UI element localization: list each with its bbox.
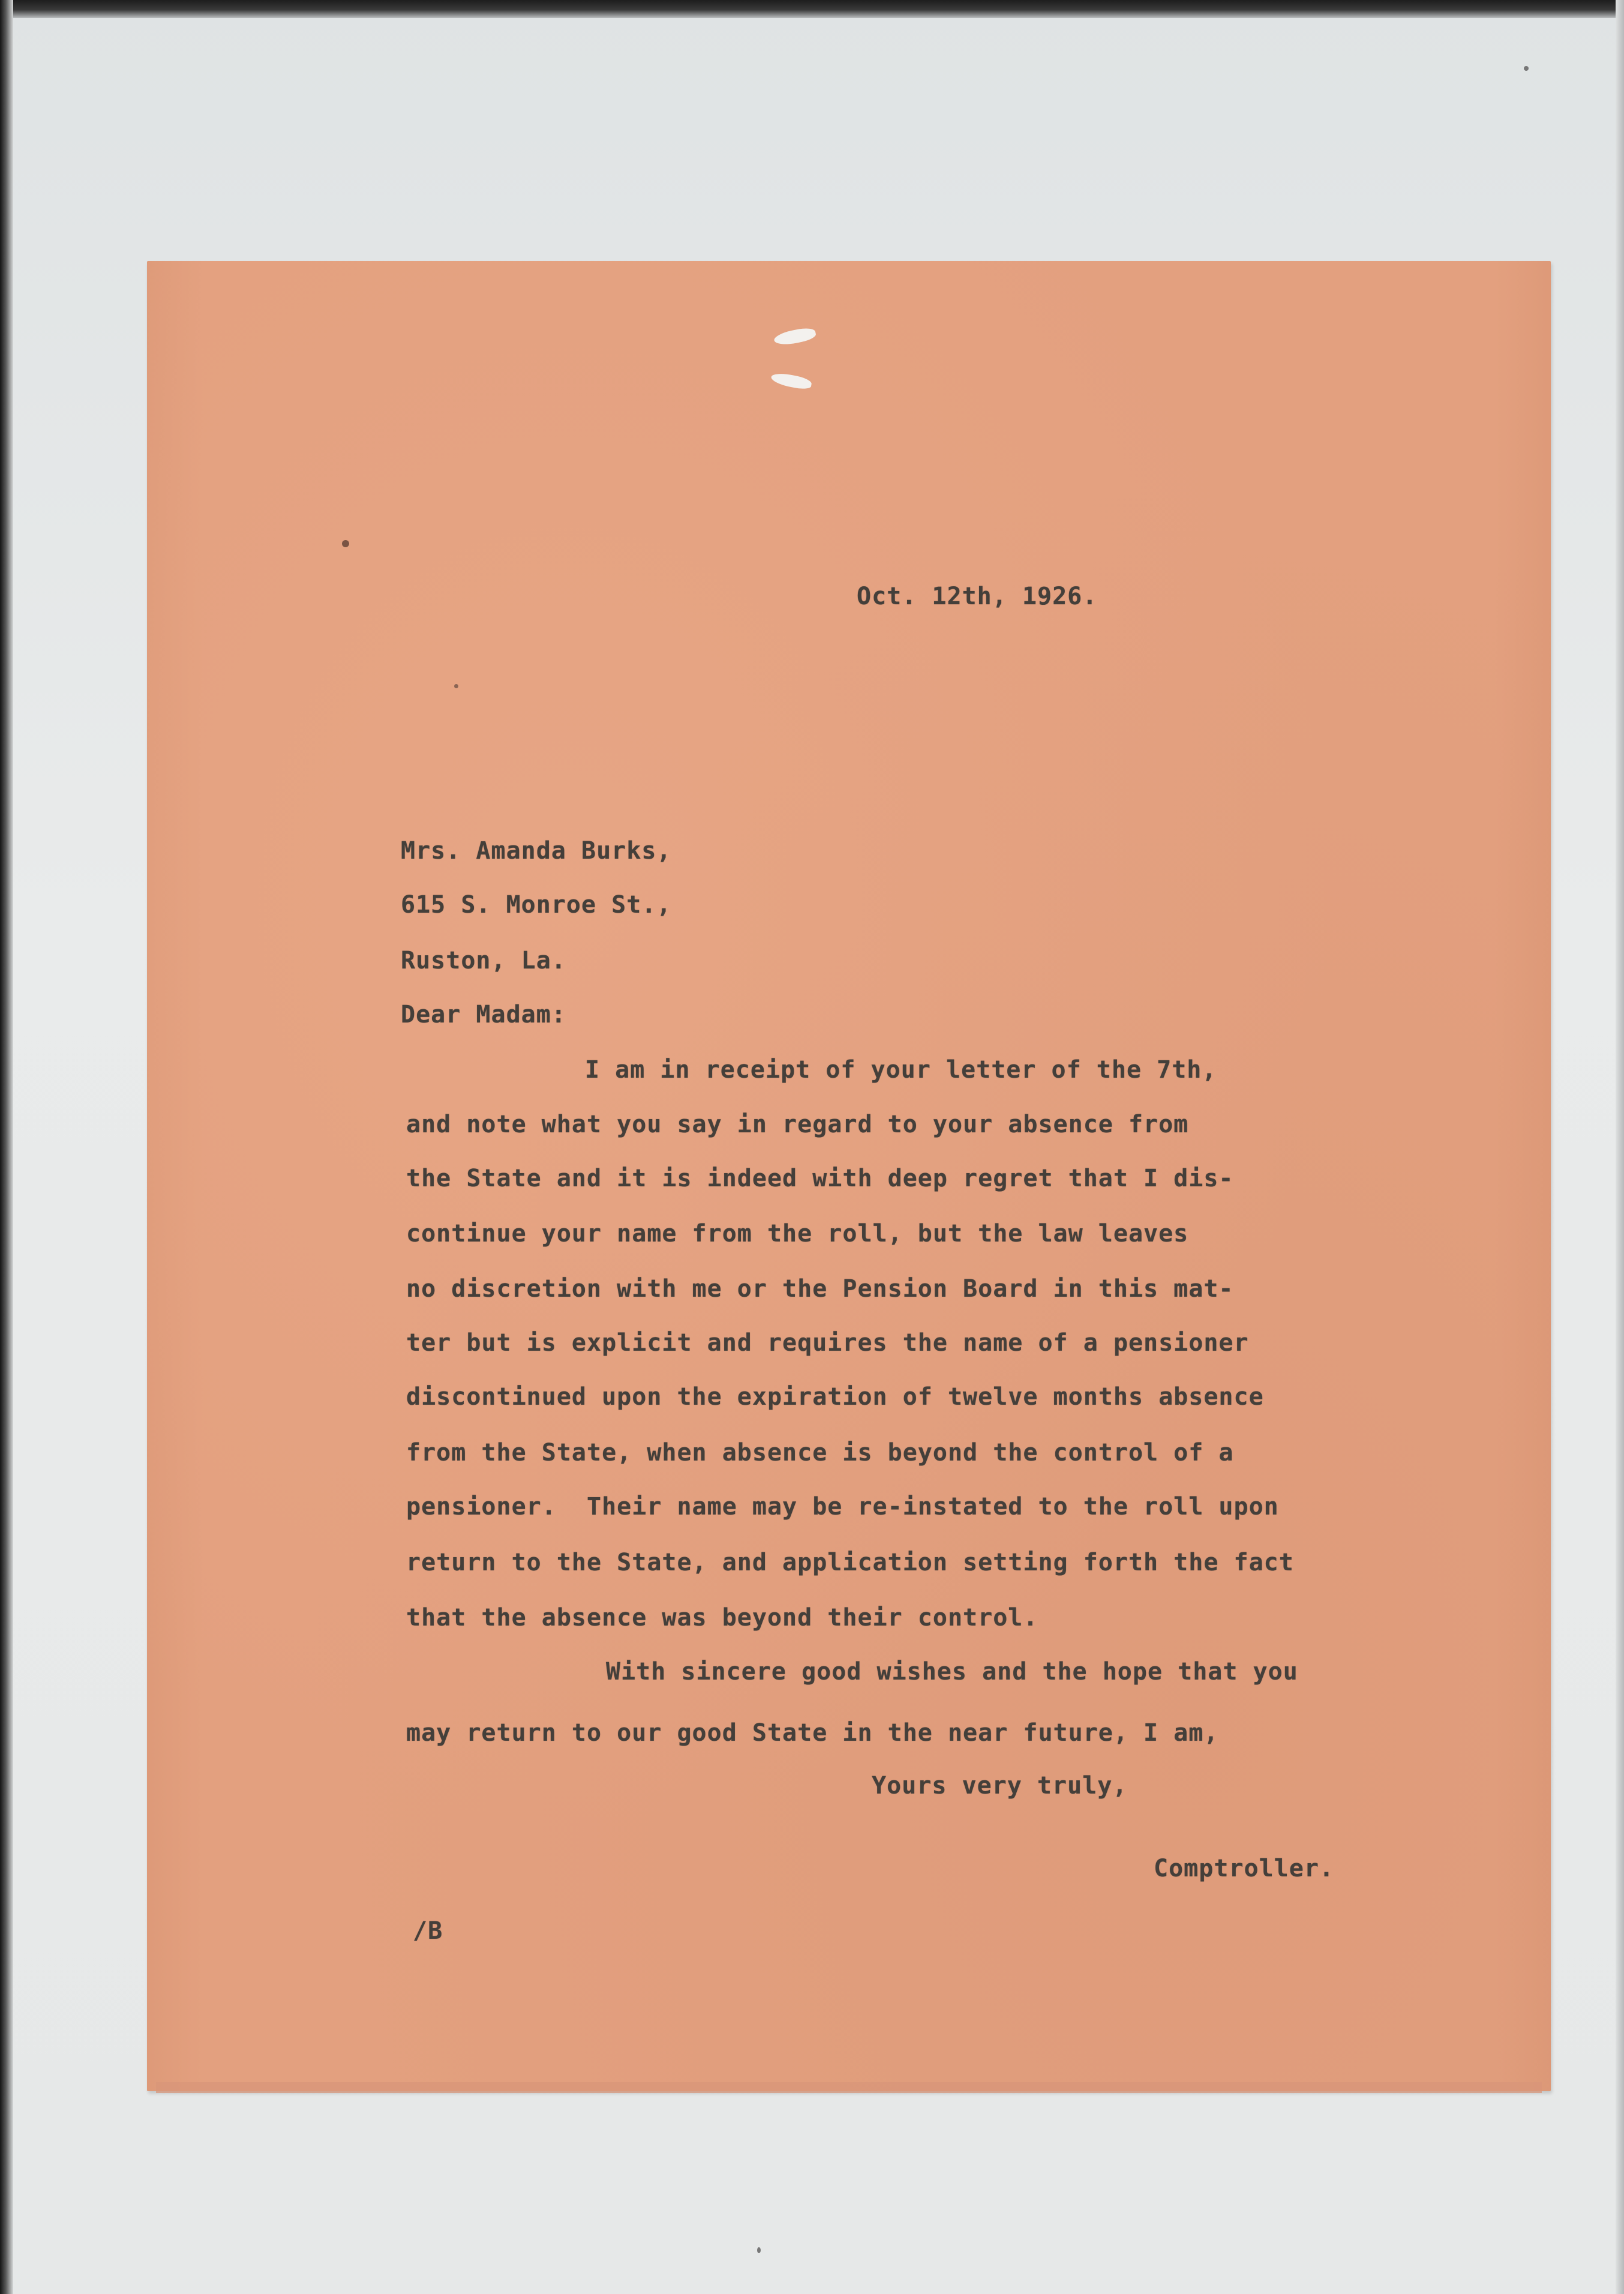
body-line: from the State, when absence is beyond the control of a — [406, 1439, 1234, 1467]
body-line: no discretion with me or the Pension Board in this mat- — [406, 1275, 1234, 1303]
scanner-right-edge — [1616, 0, 1624, 2294]
body-line: may return to our good State in the near future, I am, — [406, 1719, 1219, 1747]
reference-initials: /B — [413, 1917, 443, 1945]
staple-hole — [770, 371, 812, 391]
body-line: and note what you say in regard to your absence from — [406, 1111, 1189, 1138]
scan-speck — [757, 2247, 761, 2253]
recipient-name: Mrs. Amanda Burks, — [401, 837, 672, 865]
paper-edge-shadow — [156, 2082, 1542, 2093]
body-line: pensioner. Their name may be re-instated to the roll upon — [406, 1493, 1279, 1521]
scanner-top-edge — [0, 0, 1624, 18]
staple-hole — [773, 326, 816, 347]
scanner-left-edge — [0, 0, 13, 2294]
closing: Yours very truly, — [872, 1772, 1128, 1800]
body-line: I am in receipt of your letter of the 7th, — [585, 1056, 1217, 1084]
body-line: discontinued upon the expiration of twelve months absence — [406, 1383, 1264, 1411]
body-line: continue your name from the roll, but the law leaves — [406, 1220, 1189, 1248]
recipient-street: 615 S. Monroe St., — [401, 891, 672, 919]
scan-speck — [1524, 66, 1529, 71]
body-line: the State and it is indeed with deep regret that I dis- — [406, 1165, 1234, 1192]
paper-spot — [342, 540, 349, 547]
paper-spot — [454, 684, 458, 688]
body-line: that the absence was beyond their control. — [406, 1604, 1038, 1632]
body-line: ter but is explicit and requires the name of a pensioner — [406, 1329, 1249, 1357]
body-line: return to the State, and application setting forth the fact — [406, 1549, 1294, 1576]
letter-date: Oct. 12th, 1926. — [857, 583, 1098, 610]
body-line: With sincere good wishes and the hope that you — [606, 1658, 1298, 1686]
salutation: Dear Madam: — [401, 1001, 566, 1028]
recipient-city: Ruston, La. — [401, 947, 566, 974]
signature-title: Comptroller. — [1154, 1855, 1334, 1882]
